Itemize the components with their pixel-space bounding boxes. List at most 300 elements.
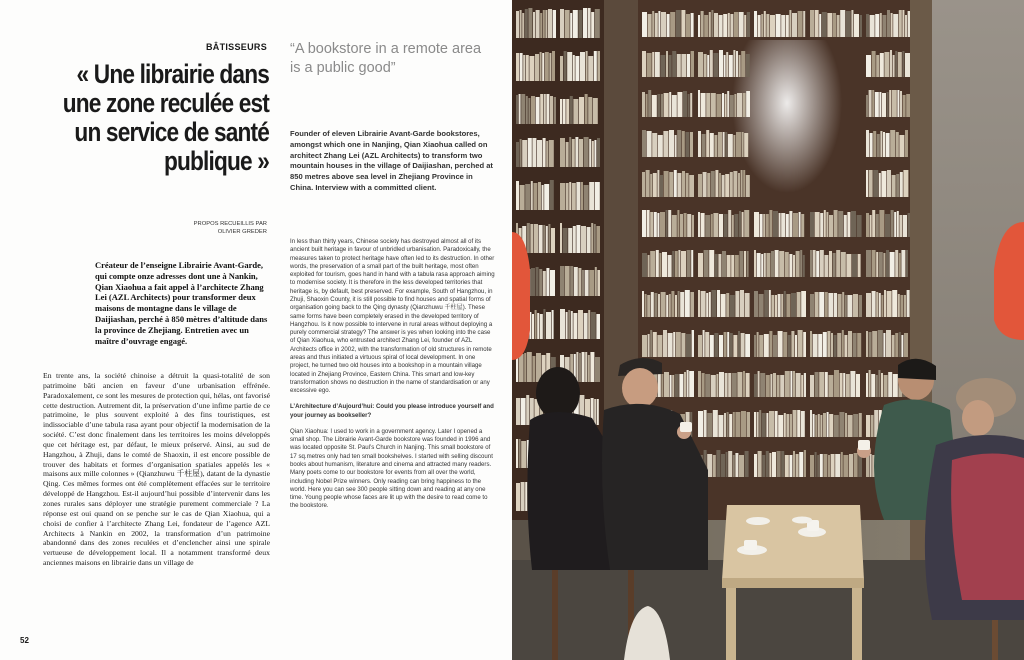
book-spine bbox=[521, 398, 526, 425]
book-spine bbox=[573, 10, 578, 38]
book-spine bbox=[669, 55, 672, 77]
book-spine bbox=[657, 94, 660, 117]
book-spine bbox=[685, 290, 690, 317]
book-spine bbox=[766, 413, 768, 437]
book-spine bbox=[878, 370, 880, 397]
book-spine bbox=[691, 51, 694, 77]
book-spine bbox=[568, 310, 570, 339]
book-spine bbox=[840, 10, 845, 37]
book-spine bbox=[714, 13, 718, 37]
book-spine bbox=[815, 10, 819, 37]
book-spine bbox=[881, 295, 883, 317]
book-spine bbox=[698, 335, 702, 357]
book-spine bbox=[823, 413, 826, 437]
book-spine bbox=[576, 225, 580, 253]
book-spine bbox=[877, 134, 880, 157]
book-spine bbox=[813, 334, 818, 357]
book-spine bbox=[692, 215, 694, 237]
book-spine bbox=[677, 130, 681, 157]
book-spine bbox=[736, 51, 738, 77]
book-spine bbox=[573, 99, 578, 124]
book-spine bbox=[657, 335, 662, 357]
book-spine bbox=[727, 91, 729, 117]
book-spine bbox=[797, 410, 800, 437]
book-spine bbox=[890, 50, 892, 77]
book-spine bbox=[836, 250, 840, 277]
book-spine bbox=[520, 139, 522, 167]
book-spine bbox=[522, 140, 527, 167]
book-spine bbox=[728, 134, 733, 157]
book-spine bbox=[746, 373, 750, 397]
book-spine bbox=[900, 172, 903, 197]
book-spine bbox=[744, 133, 748, 157]
book-spine bbox=[597, 51, 600, 81]
book-spine bbox=[713, 213, 718, 237]
book-spine bbox=[566, 183, 569, 210]
book-spine bbox=[677, 210, 679, 237]
book-spine bbox=[543, 10, 545, 38]
book-spine bbox=[900, 295, 903, 317]
book-spine bbox=[773, 211, 778, 237]
book-spine bbox=[872, 331, 877, 357]
book-spine bbox=[718, 415, 723, 437]
book-spine bbox=[761, 254, 763, 277]
book-spine bbox=[754, 454, 757, 477]
book-spine bbox=[892, 290, 897, 317]
book-spine bbox=[653, 332, 657, 357]
book-spine bbox=[544, 94, 546, 124]
book-spine bbox=[853, 294, 858, 317]
book-spine bbox=[566, 312, 568, 339]
book-spine bbox=[766, 451, 769, 477]
book-spine bbox=[856, 374, 860, 397]
book-spine bbox=[730, 95, 734, 117]
book-spine bbox=[522, 13, 524, 38]
book-spine bbox=[560, 309, 565, 339]
book-spine bbox=[519, 354, 524, 382]
book-spine bbox=[521, 482, 525, 511]
book-spine bbox=[698, 90, 700, 117]
book-spine bbox=[829, 414, 833, 437]
book-spine bbox=[745, 451, 749, 477]
book-spine bbox=[525, 482, 527, 511]
book-spine bbox=[834, 210, 838, 237]
book-spine bbox=[859, 413, 862, 437]
book-spine bbox=[571, 311, 573, 339]
book-spine bbox=[769, 210, 772, 237]
book-spine bbox=[905, 53, 910, 77]
book-spine bbox=[719, 335, 723, 357]
book-spine bbox=[677, 92, 682, 117]
book-spine bbox=[743, 93, 746, 117]
book-spine bbox=[549, 53, 551, 81]
book-spine bbox=[810, 10, 814, 37]
book-spine bbox=[713, 410, 718, 437]
book-spine bbox=[575, 137, 578, 167]
book-spine bbox=[845, 413, 847, 437]
book-spine bbox=[895, 51, 897, 77]
book-spine bbox=[887, 170, 891, 197]
book-spine bbox=[543, 271, 546, 296]
book-spine bbox=[846, 374, 850, 397]
book-spine bbox=[707, 55, 709, 77]
book-spine bbox=[706, 93, 710, 117]
book-spine bbox=[589, 270, 594, 296]
book-spine bbox=[866, 55, 871, 77]
book-spine bbox=[647, 295, 650, 317]
book-spine bbox=[698, 52, 703, 77]
book-spine bbox=[815, 292, 819, 317]
book-spine bbox=[781, 294, 783, 317]
book-spine bbox=[796, 373, 801, 397]
book-spine bbox=[657, 213, 659, 237]
book-spine bbox=[675, 135, 677, 157]
book-spine bbox=[650, 212, 653, 237]
french-body-text: En trente ans, la société chinoise a détruit la quasi-totalité de son patrimoine bâti ancien en faveur d’une urbanisation effrénée. Paradoxalement, ce sont les mesures de protection qui, hélas, ont favorisé cette destruction. Autrement dit, la préservation d’une infime partie de ce patrimoine, le plus souvent exploité à des fins touristiques, est indissociable d’une tabula rasa ayant pour objectif la modernisation de la société. C’est donc finalement dans les territoires les moins développés que cet héritage est, par défaut, le mieux préservé. Ainsi, au sud de Hangzhou, à Zhuji, dans le comté de Shaoxin, il est encore possible de trouver des habitats et formes d’organisation spatiales appelés les « maisons aux mille colonnes » (Qianzhuwu 千柱屋), datant de la dynastie Qing. Ces mêmes formes ont été complètement effacées sur le territoire développé de Hangzhou. Est-il aujourd’hui possible d’intervenir dans les zones rurales sans déployer une stratégie purement commerciale ? La réponse est oui quand on se penche sur le cas de Qian Xiaohua, qui a choisi de confier à l’architecte Zhang Lei, fondateur de l’agence AZL Architects à Nankin en 2002, la transformation d’un patrimoine abandonné dans des zones reculées et d’enclencher ainsi une spirale vertueuse de développement local. Il a notamment transformé deux anciennes maisons en librairie dans un village de bbox=[43, 371, 270, 568]
book-spine bbox=[546, 141, 548, 167]
book-spine bbox=[680, 292, 684, 317]
book-spine bbox=[899, 215, 902, 237]
book-spine bbox=[701, 93, 706, 117]
book-spine bbox=[542, 53, 544, 81]
book-spine bbox=[905, 15, 907, 37]
book-spine bbox=[820, 250, 824, 277]
book-spine bbox=[661, 374, 663, 397]
book-spine bbox=[873, 131, 876, 157]
book-spine bbox=[837, 15, 840, 37]
book-spine bbox=[710, 50, 713, 77]
book-spine bbox=[866, 415, 870, 437]
book-spine bbox=[829, 215, 833, 237]
book-spine bbox=[666, 210, 668, 237]
book-spine bbox=[778, 294, 781, 317]
book-spine bbox=[900, 91, 902, 117]
book-spine bbox=[563, 99, 566, 124]
book-spine bbox=[589, 182, 594, 210]
book-spine bbox=[586, 51, 588, 81]
book-spine bbox=[669, 172, 673, 197]
book-spine bbox=[815, 372, 819, 397]
book-spine bbox=[516, 439, 518, 468]
book-spine bbox=[690, 93, 692, 117]
book-spine bbox=[548, 224, 550, 253]
book-spine bbox=[741, 51, 745, 77]
book-spine bbox=[658, 135, 663, 157]
book-spine bbox=[531, 181, 533, 210]
book-spine bbox=[780, 375, 784, 397]
book-spine bbox=[866, 213, 869, 237]
book-spine bbox=[804, 450, 806, 477]
book-spine bbox=[730, 14, 733, 37]
book-spine bbox=[732, 373, 737, 397]
book-spine bbox=[902, 51, 904, 77]
book-spine bbox=[585, 94, 588, 124]
book-spine bbox=[879, 293, 881, 317]
book-spine bbox=[833, 13, 836, 37]
book-spine bbox=[560, 56, 563, 81]
book-spine bbox=[658, 294, 660, 317]
bookstore-photo bbox=[512, 0, 1024, 660]
book-spine bbox=[904, 295, 906, 317]
book-spine bbox=[872, 291, 876, 317]
book-spine bbox=[707, 173, 710, 197]
book-spine bbox=[828, 455, 830, 477]
book-spine bbox=[899, 332, 901, 357]
book-spine bbox=[728, 210, 731, 237]
book-spine bbox=[754, 335, 756, 357]
book-spine bbox=[687, 54, 690, 77]
book-spine bbox=[524, 353, 526, 382]
book-spine bbox=[901, 335, 903, 357]
book-spine bbox=[901, 250, 905, 277]
book-spine bbox=[550, 96, 553, 124]
old-man-face bbox=[622, 368, 658, 408]
book-spine bbox=[591, 12, 594, 38]
book-spine bbox=[746, 91, 750, 117]
book-spine bbox=[810, 331, 812, 357]
book-spine bbox=[701, 11, 704, 37]
book-spine bbox=[659, 253, 661, 277]
book-spine bbox=[726, 452, 728, 477]
book-spine bbox=[698, 174, 702, 197]
book-spine bbox=[579, 97, 584, 124]
book-spine bbox=[781, 15, 785, 37]
book-spine bbox=[771, 251, 774, 277]
book-spine bbox=[723, 14, 727, 37]
book-spine bbox=[810, 294, 814, 317]
book-spine bbox=[884, 375, 888, 397]
book-spine bbox=[785, 371, 790, 397]
book-spine bbox=[564, 51, 567, 81]
book-spine bbox=[688, 94, 690, 117]
book-spine bbox=[542, 185, 544, 210]
book-spine bbox=[597, 270, 600, 296]
book-spine bbox=[536, 267, 539, 296]
book-spine bbox=[684, 213, 687, 237]
book-spine bbox=[866, 373, 868, 397]
book-spine bbox=[825, 372, 828, 397]
book-spine bbox=[537, 313, 539, 339]
book-spine bbox=[552, 310, 554, 339]
book-spine bbox=[531, 268, 535, 296]
book-spine bbox=[579, 139, 583, 167]
book-spine bbox=[689, 371, 694, 397]
book-spine bbox=[754, 250, 756, 277]
book-spine bbox=[801, 375, 803, 397]
book-spine bbox=[810, 375, 814, 397]
book-spine bbox=[773, 335, 777, 357]
book-spine bbox=[642, 335, 647, 357]
wooden-table-top bbox=[722, 505, 864, 580]
book-spine bbox=[733, 171, 737, 197]
book-spine bbox=[710, 335, 714, 357]
book-spine bbox=[738, 173, 740, 197]
book-spine bbox=[578, 268, 581, 296]
book-spine bbox=[764, 253, 766, 277]
book-spine bbox=[899, 10, 902, 37]
book-spine bbox=[869, 170, 873, 197]
book-spine bbox=[785, 455, 789, 477]
book-spine bbox=[870, 215, 872, 237]
book-spine bbox=[690, 132, 693, 157]
book-spine bbox=[729, 414, 732, 437]
book-spine bbox=[580, 52, 585, 81]
book-spine bbox=[886, 250, 889, 277]
book-spine bbox=[576, 182, 580, 210]
book-spine bbox=[565, 10, 570, 38]
book-spine bbox=[892, 175, 896, 197]
book-spine bbox=[857, 215, 862, 237]
book-spine bbox=[906, 94, 910, 117]
book-spine bbox=[676, 332, 681, 357]
book-spine bbox=[648, 334, 650, 357]
english-quote-title: “A bookstore in a remote area is a public good” bbox=[290, 41, 482, 76]
book-spine bbox=[798, 330, 803, 357]
book-spine bbox=[544, 184, 549, 210]
book-spine bbox=[655, 52, 660, 77]
book-spine bbox=[784, 291, 786, 317]
book-spine bbox=[797, 292, 801, 317]
book-spine bbox=[670, 12, 675, 37]
book-spine bbox=[866, 293, 871, 317]
book-spine bbox=[727, 332, 729, 357]
book-spine bbox=[718, 132, 722, 157]
book-spine bbox=[711, 10, 713, 37]
book-spine bbox=[872, 250, 876, 277]
book-spine bbox=[683, 91, 687, 117]
book-spine bbox=[843, 373, 845, 397]
book-spine bbox=[848, 415, 853, 437]
book-spine bbox=[715, 170, 718, 197]
book-spine bbox=[528, 98, 530, 124]
book-spine bbox=[516, 181, 519, 210]
book-spine bbox=[675, 295, 677, 317]
book-spine bbox=[784, 413, 786, 437]
book-spine bbox=[886, 133, 890, 157]
book-spine bbox=[736, 132, 741, 157]
book-spine bbox=[881, 373, 883, 397]
book-spine bbox=[899, 135, 904, 157]
book-spine bbox=[908, 11, 910, 37]
english-answer: Qian Xiaohua: I used to work in a government agency. Later I opened a small shop. The Librairie Avant-Garde bookstore was founded in 1996 and was located opposite St. Paul’s Church in Nanjing. This small bookstore of 17 sq.metres only had ten small bookshelves. I started with selling discount books about humanism, literature and cinema and attracted many readers. Many poets come to our bookstore for events from all over the world, including Nobel Prize winners. Only reading can bring happiness to the world. Here you can see 300 people sitting down and reading at any one time. Young people whose faces are lit up with the desire to read come to the bookstore. bbox=[290, 427, 493, 510]
section-kicker: BÂTISSEURS bbox=[205, 42, 267, 52]
book-spine bbox=[549, 140, 554, 167]
book-spine bbox=[520, 53, 523, 81]
book-spine bbox=[853, 333, 857, 357]
book-spine bbox=[847, 212, 850, 237]
book-spine bbox=[827, 412, 829, 437]
book-spine bbox=[879, 210, 884, 237]
book-spine bbox=[880, 13, 882, 37]
book-spine bbox=[698, 15, 700, 37]
book-spine bbox=[527, 352, 532, 382]
book-spine bbox=[662, 252, 667, 277]
book-spine bbox=[871, 415, 874, 437]
book-spine bbox=[537, 140, 542, 167]
book-spine bbox=[572, 183, 576, 210]
book-spine bbox=[890, 130, 895, 157]
book-spine bbox=[589, 139, 591, 167]
book-spine bbox=[754, 11, 757, 37]
book-spine bbox=[520, 10, 522, 38]
book-spine bbox=[681, 251, 686, 277]
book-spine bbox=[538, 182, 541, 210]
book-spine bbox=[728, 373, 731, 397]
book-spine bbox=[897, 211, 899, 237]
book-spine bbox=[772, 452, 776, 477]
book-spine bbox=[543, 138, 546, 167]
book-spine bbox=[730, 295, 735, 317]
book-spine bbox=[519, 439, 521, 468]
book-spine bbox=[539, 225, 543, 253]
book-spine bbox=[758, 451, 762, 477]
book-spine bbox=[698, 371, 701, 397]
saucer-4 bbox=[792, 517, 812, 524]
book-spine bbox=[878, 330, 883, 357]
book-spine bbox=[705, 215, 710, 237]
book-spine bbox=[891, 210, 894, 237]
book-spine bbox=[582, 352, 585, 382]
book-spine bbox=[550, 180, 554, 210]
book-spine bbox=[573, 226, 576, 253]
book-spine bbox=[838, 211, 843, 237]
saucer-1 bbox=[746, 517, 770, 525]
book-spine bbox=[887, 92, 889, 117]
book-spine bbox=[560, 266, 564, 296]
book-spine bbox=[905, 130, 908, 157]
book-spine bbox=[815, 212, 820, 237]
book-spine bbox=[701, 213, 705, 237]
book-spine bbox=[735, 255, 739, 277]
book-spine bbox=[757, 253, 761, 277]
book-spine bbox=[810, 455, 814, 477]
book-spine bbox=[540, 314, 543, 339]
book-spine bbox=[844, 215, 847, 237]
book-spine bbox=[719, 372, 724, 397]
book-spine bbox=[661, 12, 666, 37]
book-spine bbox=[892, 90, 897, 117]
book-spine bbox=[663, 330, 667, 357]
book-spine bbox=[796, 454, 799, 477]
book-spine bbox=[691, 250, 693, 277]
book-spine bbox=[572, 139, 575, 167]
book-spine bbox=[852, 254, 857, 277]
book-spine bbox=[706, 293, 708, 317]
book-spine bbox=[593, 98, 598, 124]
book-spine bbox=[834, 415, 839, 437]
book-spine bbox=[661, 292, 666, 317]
book-spine bbox=[888, 372, 892, 397]
interview-credit bbox=[160, 220, 267, 236]
book-spine bbox=[646, 170, 650, 197]
book-spine bbox=[687, 370, 689, 397]
book-spine bbox=[827, 13, 832, 37]
book-spine bbox=[642, 210, 646, 237]
book-spine bbox=[548, 9, 552, 38]
book-spine bbox=[848, 331, 852, 357]
book-spine bbox=[777, 451, 781, 477]
tea-cup-2 bbox=[744, 540, 757, 550]
book-spine bbox=[719, 15, 723, 37]
book-spine bbox=[719, 50, 723, 77]
book-spine bbox=[849, 454, 853, 477]
book-spine bbox=[786, 15, 789, 37]
book-spine bbox=[684, 372, 686, 397]
book-spine bbox=[887, 291, 892, 317]
book-spine bbox=[739, 12, 744, 37]
book-spine bbox=[769, 411, 774, 437]
book-spine bbox=[566, 99, 569, 124]
